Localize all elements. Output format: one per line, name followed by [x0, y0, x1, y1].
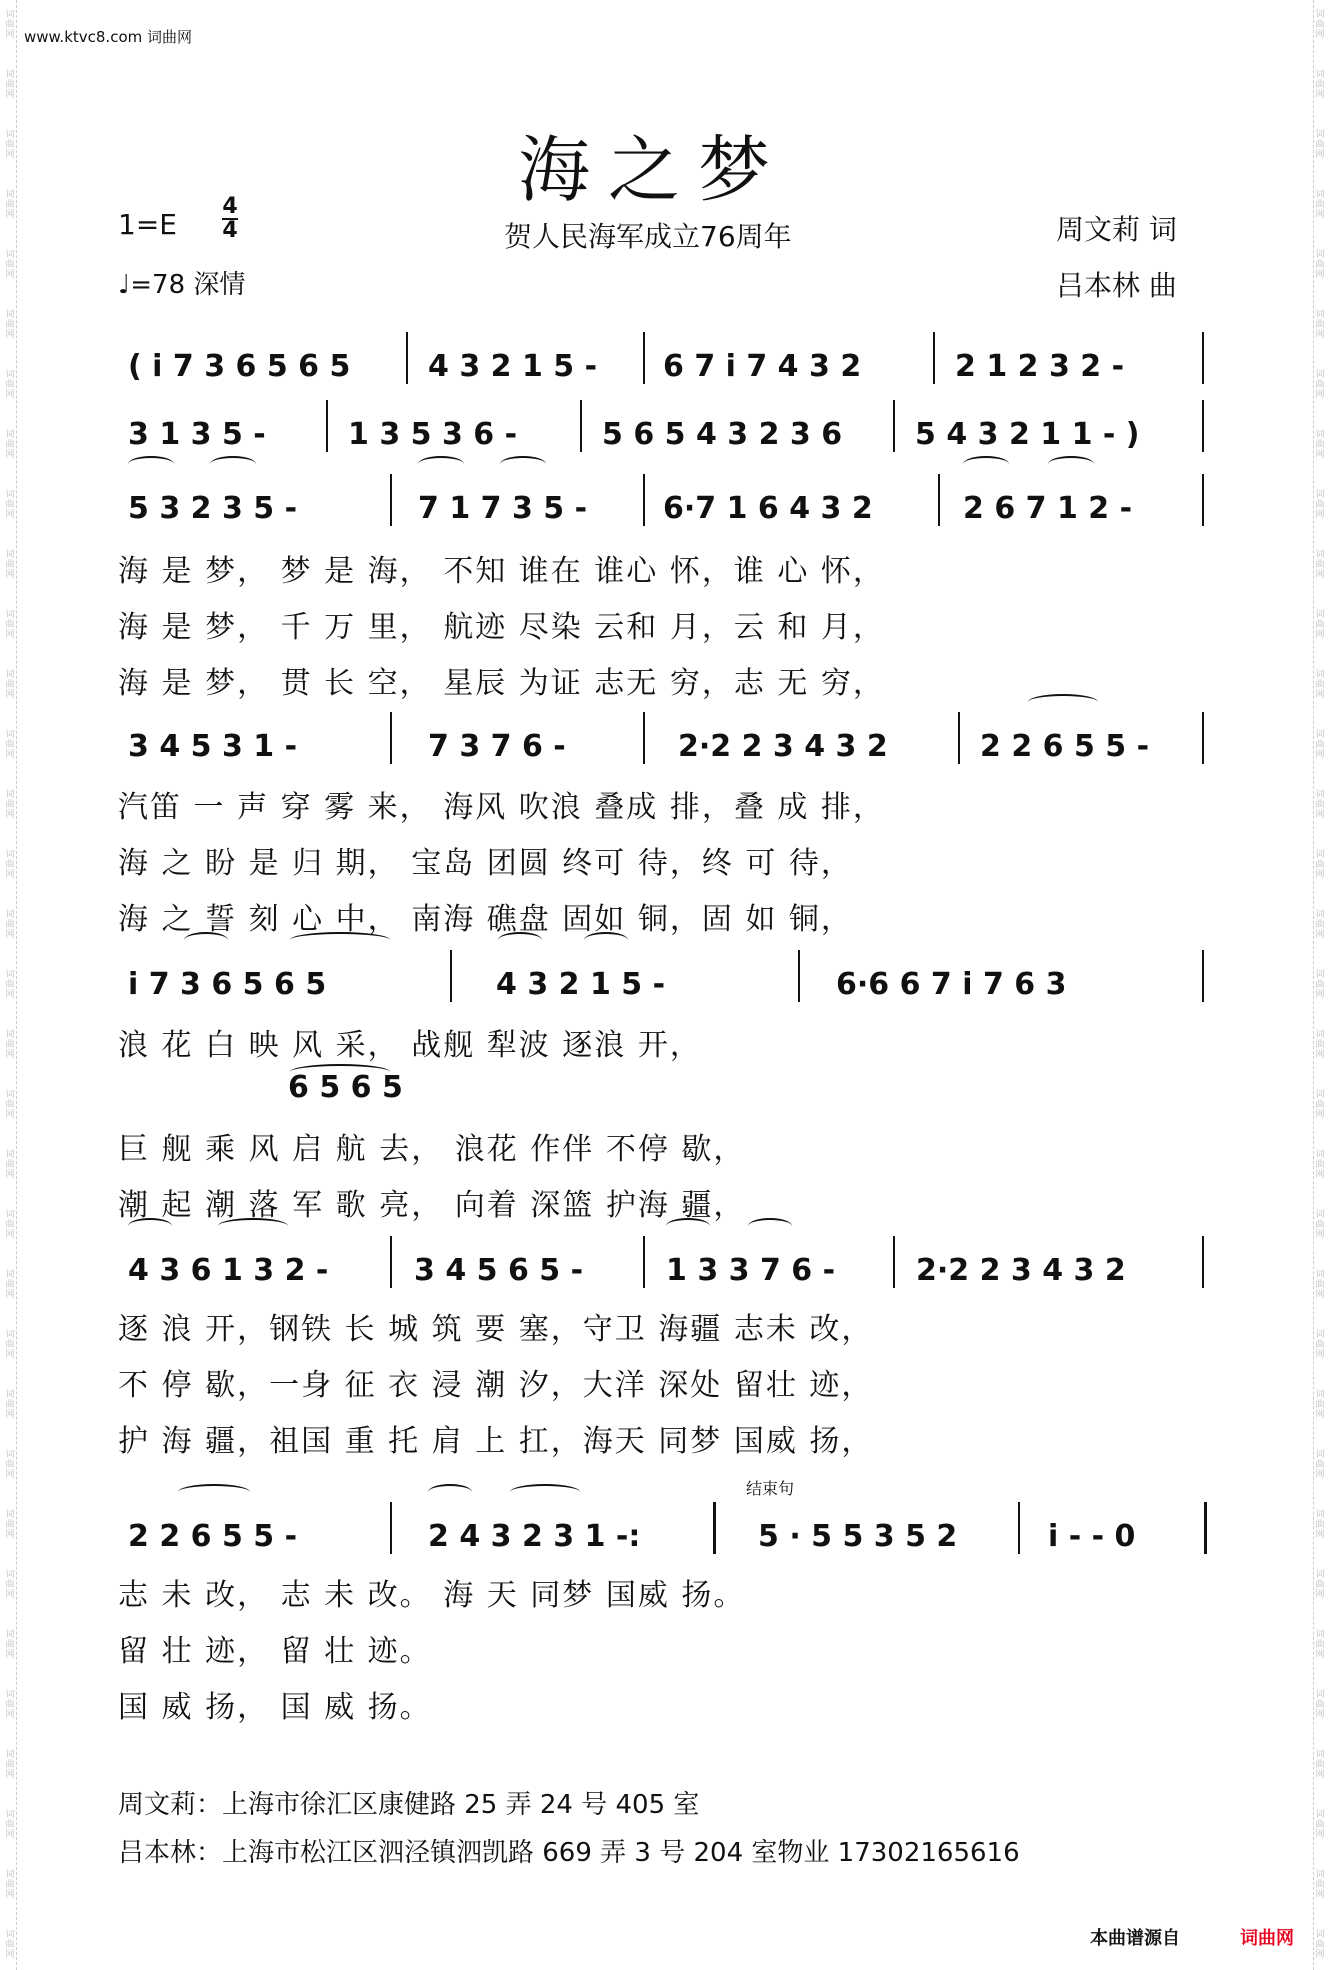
watermark-text: 词曲网 — [1315, 1390, 1325, 1420]
lyric-line-7-3: 国 威 扬， 国 威 扬。 — [118, 1690, 432, 1725]
bar-line — [450, 950, 452, 1002]
slur — [963, 456, 1009, 472]
slur — [1048, 456, 1094, 472]
measure-16: 2 2 6 5 5 - — [980, 729, 1150, 764]
watermark-text: 词曲网 — [1315, 610, 1325, 640]
watermark-text: 词曲网 — [1315, 1870, 1325, 1900]
song-title: 海之梦 — [518, 128, 789, 212]
bar-line — [1202, 332, 1204, 384]
contact-lyricist: 周文莉：上海市徐汇区康健路 25 弄 24 号 405 室 — [118, 1790, 700, 1820]
bar-line — [580, 400, 582, 452]
slur — [1028, 694, 1098, 710]
watermark-text: 词曲网 — [5, 790, 15, 820]
lyric-line-6-3: 护 海 疆，祖国 重 托 肩 上 扛，海天 同梦 国威 扬， — [118, 1424, 874, 1459]
measure-14: 7 3 7 6 - — [428, 729, 566, 764]
watermark-text: 词曲网 — [5, 1090, 15, 1120]
slur — [210, 456, 256, 472]
measure-26: 5 · 5 5 3 5 2 — [758, 1519, 958, 1554]
composer-credit: 吕本林 曲 — [1056, 269, 1177, 302]
bar-line — [390, 474, 392, 526]
slur — [418, 456, 464, 472]
watermark-text: 词曲网 — [1315, 1210, 1325, 1240]
watermark-text: 词曲网 — [1315, 790, 1325, 820]
score-line-3 — [118, 472, 1216, 536]
time-signature — [222, 196, 238, 242]
lyric-line-4-1: 汽笛 一 声 穿 雾 来， 海风 吹浪 叠成 排，叠 成 排， — [118, 790, 885, 825]
watermark-text: 词曲网 — [5, 850, 15, 880]
measure-12: 2 6 7 1 2 - — [963, 491, 1133, 526]
bar-line — [390, 1236, 392, 1288]
watermark-text: 词曲网 — [1315, 1270, 1325, 1300]
watermark-text: 词曲网 — [5, 430, 15, 460]
watermark-text: 词曲网 — [5, 310, 15, 340]
measure-6: 1 3 5 3 6 - — [348, 417, 518, 452]
measure-27: i - - 0 — [1048, 1519, 1136, 1554]
score-line-7 — [118, 1500, 1216, 1564]
measure-15: 2·2 2 3 4 3 2 — [678, 729, 888, 764]
watermark-text: 词曲网 — [5, 1930, 15, 1960]
watermark-text: 词曲网 — [1315, 310, 1325, 340]
measure-8: 5 4 3 2 1 1 - ) — [915, 417, 1140, 452]
score-line-5 — [118, 948, 1216, 1012]
watermark-text: 词曲网 — [1315, 910, 1325, 940]
watermark-text: 词曲网 — [1315, 1930, 1325, 1960]
site-url: www.ktvc8.com 词曲网 — [24, 28, 193, 46]
watermark-text: 词曲网 — [5, 1750, 15, 1780]
bar-line — [1202, 1236, 1204, 1288]
measure-19: 6·6 6 7 i 7 6 3 — [836, 967, 1067, 1002]
bar-line — [643, 1236, 645, 1288]
bar-line — [798, 950, 800, 1002]
watermark-text: 词曲网 — [1315, 1330, 1325, 1360]
watermark-text: 词曲网 — [5, 970, 15, 1000]
watermark-text: 词曲网 — [5, 1330, 15, 1360]
watermark-text: 词曲网 — [5, 1510, 15, 1540]
slur — [498, 932, 542, 948]
watermark-text: 词曲网 — [1315, 370, 1325, 400]
slur — [510, 1484, 580, 1500]
slur — [128, 1218, 172, 1234]
watermark-text: 词曲网 — [1315, 70, 1325, 100]
repeat-bar-line — [713, 1502, 716, 1554]
lyric-line-7-2: 留 壮 迹， 留 壮 迹。 — [118, 1634, 432, 1669]
alt-notes: 6 5 6 5 — [288, 1070, 403, 1105]
watermark-text: 词曲网 — [1315, 730, 1325, 760]
watermark-text: 词曲网 — [1315, 550, 1325, 580]
watermark-text: 词曲网 — [5, 250, 15, 280]
watermark-text: 词曲网 — [1315, 1150, 1325, 1180]
watermark-text: 词曲网 — [5, 10, 15, 40]
bar-line — [390, 1502, 392, 1554]
measure-13: 3 4 5 3 1 - — [128, 729, 298, 764]
watermark-text: 词曲网 — [1315, 10, 1325, 40]
bar-line — [1202, 712, 1204, 764]
measure-1: ( i 7 3 6 5 6 5 — [128, 349, 351, 384]
footer-source-label: 本曲谱源自 — [1090, 1928, 1180, 1949]
lyric-line-3-2: 海 是 梦， 千 万 里， 航迹 尽染 云和 月，云 和 月， — [118, 610, 885, 645]
key-signature: 1=E — [118, 208, 177, 241]
watermark-text: 词曲网 — [1315, 490, 1325, 520]
lyric-line-5-3: 潮 起 潮 落 军 歌 亮， 向着 深篮 护海 疆， — [118, 1188, 746, 1223]
watermark-text: 词曲网 — [1315, 1810, 1325, 1840]
watermark-text: 词曲网 — [1315, 670, 1325, 700]
bar-line — [938, 474, 940, 526]
bar-line — [958, 712, 960, 764]
watermark-text: 词曲网 — [1315, 1510, 1325, 1540]
measure-21: 3 4 5 6 5 - — [414, 1253, 584, 1288]
lyric-line-6-2: 不 停 歇，一身 征 衣 浸 潮 汐，大洋 深处 留壮 迹， — [118, 1368, 874, 1403]
slur — [178, 1484, 250, 1500]
lyric-line-7-1: 志 未 改， 志 未 改。 海 天 同梦 国威 扬。 — [118, 1578, 746, 1613]
tempo-marking: ♩=78 深情 — [118, 270, 246, 300]
watermark-text: 词曲网 — [5, 1570, 15, 1600]
watermark-text: 词曲网 — [1315, 1570, 1325, 1600]
watermark-text: 词曲网 — [5, 490, 15, 520]
final-bar-line — [1204, 1502, 1207, 1554]
watermark-text: 词曲网 — [1315, 1030, 1325, 1060]
watermark-text: 词曲网 — [1315, 1750, 1325, 1780]
lyric-line-5-1: 浪 花 白 映 风 采， 战舰 犁波 逐浪 开， — [118, 1028, 702, 1063]
measure-7: 5 6 5 4 3 2 3 6 — [602, 417, 843, 452]
measure-11: 6·7 1 6 4 3 2 — [663, 491, 873, 526]
watermark-text: 词曲网 — [5, 1450, 15, 1480]
watermark-text: 词曲网 — [1315, 1630, 1325, 1660]
lyric-line-3-3: 海 是 梦， 贯 长 空， 星辰 为证 志无 穷，志 无 穷， — [118, 666, 885, 701]
measure-23: 2·2 2 3 4 3 2 — [916, 1253, 1126, 1288]
slur — [748, 1218, 792, 1234]
time-bottom: 4 — [222, 218, 238, 243]
watermark-text: 词曲网 — [5, 670, 15, 700]
watermark-text: 词曲网 — [1315, 430, 1325, 460]
watermark-text: 词曲网 — [5, 1870, 15, 1900]
watermark-text: 词曲网 — [1315, 190, 1325, 220]
watermark-text: 词曲网 — [5, 1210, 15, 1240]
time-top: 4 — [222, 194, 238, 219]
bar-line — [326, 400, 328, 452]
watermark-text: 词曲网 — [1315, 250, 1325, 280]
watermark-text: 词曲网 — [5, 1690, 15, 1720]
watermark-text: 词曲网 — [5, 1150, 15, 1180]
measure-18: 4 3 2 1 5 - — [496, 967, 666, 1002]
slur — [290, 932, 390, 948]
watermark-text: 词曲网 — [5, 1030, 15, 1060]
slur — [584, 932, 628, 948]
watermark-text: 词曲网 — [5, 1810, 15, 1840]
bar-line — [933, 332, 935, 384]
watermark-text: 词曲网 — [5, 610, 15, 640]
slur — [128, 456, 174, 472]
slur — [290, 1064, 390, 1080]
slur — [184, 932, 228, 948]
bar-line — [1018, 1502, 1020, 1554]
watermark-text: 词曲网 — [5, 550, 15, 580]
watermark-text: 词曲网 — [1315, 1690, 1325, 1720]
watermark-text: 词曲网 — [1315, 1090, 1325, 1120]
watermark-text: 词曲网 — [1315, 850, 1325, 880]
score-line-2 — [118, 398, 1216, 462]
bar-line — [1202, 474, 1204, 526]
bar-line — [643, 332, 645, 384]
watermark-text: 词曲网 — [5, 1390, 15, 1420]
ending-label: 结束句 — [746, 1479, 795, 1498]
contact-composer: 吕本林：上海市松江区泗泾镇泗凯路 669 弄 3 号 204 室物业 17302165616 — [118, 1838, 1020, 1868]
bar-line — [893, 1236, 895, 1288]
measure-4: 2 1 2 3 2 - — [955, 349, 1125, 384]
watermark-text: 词曲网 — [5, 370, 15, 400]
bar-line — [643, 474, 645, 526]
measure-9: 5 3 2 3 5 - — [128, 491, 298, 526]
bar-line — [643, 712, 645, 764]
footer-site-link[interactable]: 词曲网 — [1240, 1928, 1294, 1949]
watermark-text: 词曲网 — [1315, 130, 1325, 160]
slur — [666, 1218, 710, 1234]
lyric-line-3-1: 海 是 梦， 梦 是 海， 不知 谁在 谁心 怀，谁 心 怀， — [118, 554, 885, 589]
score-line-4 — [118, 710, 1216, 774]
score-line-1 — [118, 330, 1216, 394]
lyric-line-6-1: 逐 浪 开，钢铁 长 城 筑 要 塞，守卫 海疆 志未 改， — [118, 1312, 874, 1347]
measure-24: 2 2 6 5 5 - — [128, 1519, 298, 1554]
lyric-line-4-3: 海 之 誓 刻 心 中， 南海 礁盘 固如 铜，固 如 铜， — [118, 902, 853, 937]
watermark-text: 词曲网 — [5, 1270, 15, 1300]
bar-line — [1202, 400, 1204, 452]
watermark-text: 词曲网 — [5, 190, 15, 220]
measure-2: 4 3 2 1 5 - — [428, 349, 598, 384]
measure-3: 6 7 i 7 4 3 2 — [663, 349, 862, 384]
bar-line — [406, 332, 408, 384]
measure-25: 2 4 3 2 3 1 -: — [428, 1519, 641, 1554]
lyric-line-4-2: 海 之 盼 是 归 期， 宝岛 团圆 终可 待，终 可 待， — [118, 846, 853, 881]
watermark-text: 词曲网 — [5, 70, 15, 100]
bar-line — [390, 712, 392, 764]
slur — [500, 456, 546, 472]
measure-22: 1 3 3 7 6 - — [666, 1253, 836, 1288]
slur — [218, 1218, 288, 1234]
song-subtitle: 贺人民海军成立76周年 — [504, 220, 792, 253]
score-line-6 — [118, 1234, 1216, 1298]
watermark-text: 词曲网 — [5, 730, 15, 760]
bar-line — [1202, 950, 1204, 1002]
measure-20: 4 3 6 1 3 2 - — [128, 1253, 329, 1288]
watermark-text: 词曲网 — [5, 1630, 15, 1660]
measure-17: i 7 3 6 5 6 5 — [128, 967, 327, 1002]
measure-10: 7 1 7 3 5 - — [418, 491, 588, 526]
watermark-text: 词曲网 — [1315, 970, 1325, 1000]
lyric-line-5-2: 巨 舰 乘 风 启 航 去， 浪花 作伴 不停 歇， — [118, 1132, 746, 1167]
slur — [428, 1484, 472, 1500]
bar-line — [893, 400, 895, 452]
watermark-text: 词曲网 — [1315, 1450, 1325, 1480]
lyricist-credit: 周文莉 词 — [1056, 213, 1177, 246]
measure-5: 3 1 3 5 - — [128, 417, 266, 452]
watermark-text: 词曲网 — [5, 910, 15, 940]
watermark-text: 词曲网 — [5, 130, 15, 160]
